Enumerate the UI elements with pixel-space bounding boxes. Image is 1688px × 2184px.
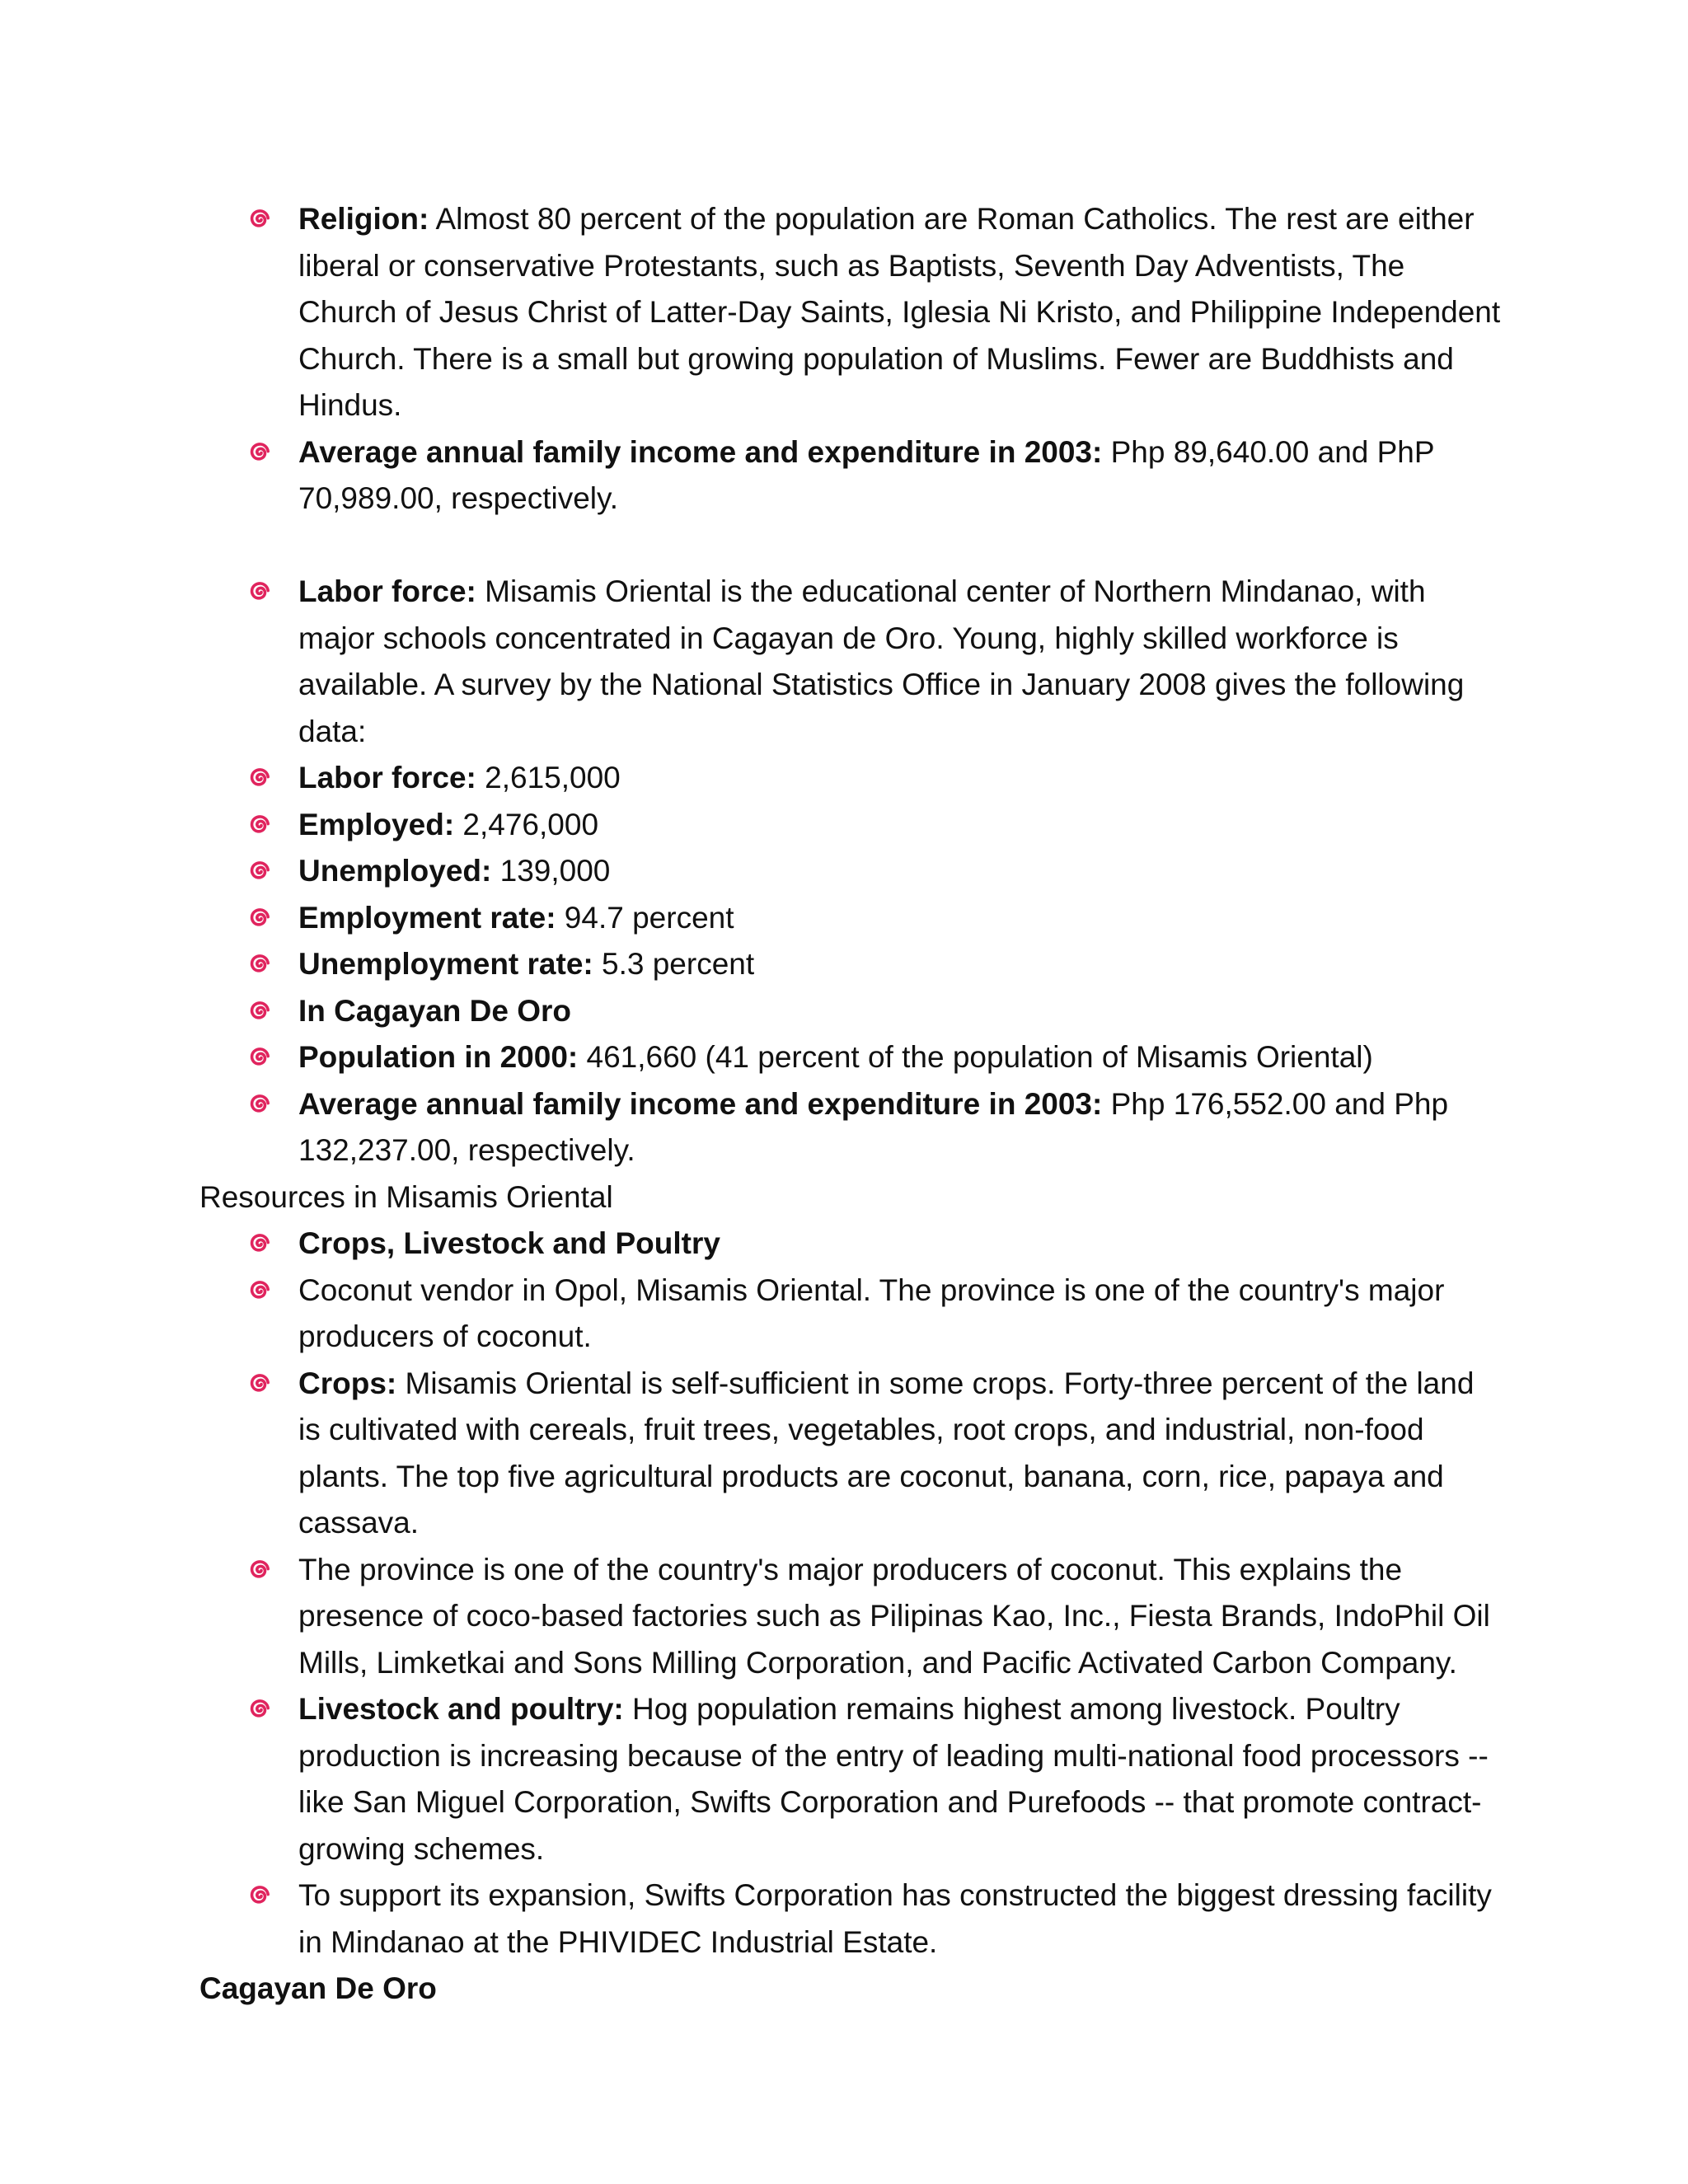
- item-label: Average annual family income and expenditure in 2003:: [298, 1086, 1103, 1121]
- item-text: 139,000: [491, 854, 611, 888]
- item-label: Average annual family income and expenditure in 2003:: [298, 434, 1103, 469]
- spiral-bullet-icon: [246, 996, 274, 1024]
- item-text: Coconut vendor in Opol, Misamis Oriental. The province is one of the country's major producers of coconut.: [298, 1272, 1445, 1353]
- item-label: Employed:: [298, 807, 455, 841]
- list-item: [199, 1361, 1502, 1547]
- list-item: [199, 848, 1502, 895]
- list-item: [199, 1872, 1502, 1966]
- list-item: [199, 941, 1502, 988]
- item-label: Unemployed:: [298, 854, 492, 888]
- spiral-bullet-icon: [246, 1555, 274, 1583]
- item-label: Crops, Livestock and Poultry: [298, 1226, 720, 1260]
- item-text: Php 89,640.00 and PhP 70,989.00, respectively.: [298, 434, 1434, 515]
- list-item: [199, 988, 1502, 1035]
- resources-heading: Resources in Misamis Oriental: [199, 1179, 613, 1214]
- spiral-bullet-icon: [246, 1276, 274, 1304]
- item-text: Almost 80 percent of the population are Roman Catholics. The rest are either liberal or conservative Protestants, such as Baptists, Seventh Day Adventists, The Church of Jesus Christ of Latter-Day Saints, Iglesia Ni Kristo, and Philippine Independent Church. There is a small but growing population of Muslims. Fewer are Buddhists and Hindus.: [298, 202, 1501, 422]
- item-text: 2,476,000: [454, 807, 599, 841]
- list-item: [199, 1547, 1502, 1687]
- bullet-list-resources: [199, 1221, 1502, 1966]
- item-label: Religion:: [298, 202, 429, 236]
- list-item: [199, 802, 1502, 849]
- bullet-list-labor: [199, 569, 1502, 1174]
- spiral-bullet-icon: [246, 1881, 274, 1909]
- list-item: [199, 755, 1502, 802]
- item-text: To support its expansion, Swifts Corporation has constructed the biggest dressing facility in Mindanao at the PHIVIDEC Industrial Estate.: [298, 1878, 1492, 1959]
- demographics-section: [199, 196, 1502, 523]
- spiral-bullet-icon: [246, 438, 274, 466]
- item-text: 5.3 percent: [593, 947, 755, 981]
- item-label: In Cagayan De Oro: [298, 993, 572, 1028]
- item-label: Labor force:: [298, 574, 476, 608]
- item-label: Employment rate:: [298, 900, 556, 935]
- item-label: Crops:: [298, 1366, 397, 1400]
- spiral-bullet-icon: [246, 810, 274, 838]
- document-content: [199, 196, 1502, 2013]
- item-text: The province is one of the country's major producers of coconut. This explains the presence of coco-based factories such as Pilipinas Kao, Inc., Fiesta Brands, IndoPhil Oil Mills, Limketkai and Sons Milling Corporation, and Pacific Activated Carbon Company.: [298, 1552, 1490, 1680]
- spiral-bullet-icon: [246, 903, 274, 931]
- spiral-bullet-icon: [246, 204, 274, 232]
- spiral-bullet-icon: [246, 1369, 274, 1397]
- list-item: [199, 1221, 1502, 1268]
- bullet-list-demographics: [199, 196, 1502, 523]
- item-text: Misamis Oriental is self-sufficient in some crops. Forty-three percent of the land is cultivated with cereals, fruit trees, vegetables, root crops, and industrial, non-food plants. The top five agricultural products are coconut, banana, corn, rice, papaya and cassava.: [298, 1366, 1475, 1540]
- list-item: [199, 569, 1502, 755]
- list-item: [199, 429, 1502, 523]
- cagayan-de-oro-heading: Cagayan De Oro: [199, 1971, 437, 2005]
- list-item: [199, 196, 1502, 429]
- spiral-bullet-icon: [246, 577, 274, 605]
- item-label: Labor force:: [298, 761, 476, 794]
- item-label: Population in 2000:: [298, 1040, 579, 1074]
- item-text: 2,615,000: [476, 761, 621, 794]
- item-label: Livestock and poultry:: [298, 1692, 624, 1726]
- spiral-bullet-icon: [246, 949, 274, 977]
- item-text: Php 176,552.00 and Php 132,237.00, respectively.: [298, 1086, 1449, 1167]
- list-item: [199, 895, 1502, 942]
- list-item: [199, 1081, 1502, 1174]
- list-item: [199, 1268, 1502, 1361]
- item-label: Unemployment rate:: [298, 947, 593, 981]
- spiral-bullet-icon: [246, 1043, 274, 1071]
- spiral-bullet-icon: [246, 1694, 274, 1722]
- item-text: 94.7 percent: [556, 900, 734, 935]
- item-text: 461,660 (41 percent of the population of Misamis Oriental): [578, 1040, 1373, 1074]
- spiral-bullet-icon: [246, 1229, 274, 1257]
- item-text: Hog population remains highest among livestock. Poultry production is increasing because of the entry of leading multi-national food processors -- like San Miguel Corporation, Swifts Corporation and Purefoods -- that promote contract-growing schemes.: [298, 1692, 1489, 1866]
- list-item: [199, 1034, 1502, 1081]
- item-text: Misamis Oriental is the educational center of Northern Mindanao, with major schools concentrated in Cagayan de Oro. Young, highly skilled workforce is available. A survey by the National Statistics Office in January 2008 gives the following data:: [298, 574, 1465, 748]
- spiral-bullet-icon: [246, 763, 274, 791]
- spiral-bullet-icon: [246, 1090, 274, 1118]
- spiral-bullet-icon: [246, 856, 274, 884]
- list-item: [199, 1686, 1502, 1872]
- labor-section: [199, 569, 1502, 1174]
